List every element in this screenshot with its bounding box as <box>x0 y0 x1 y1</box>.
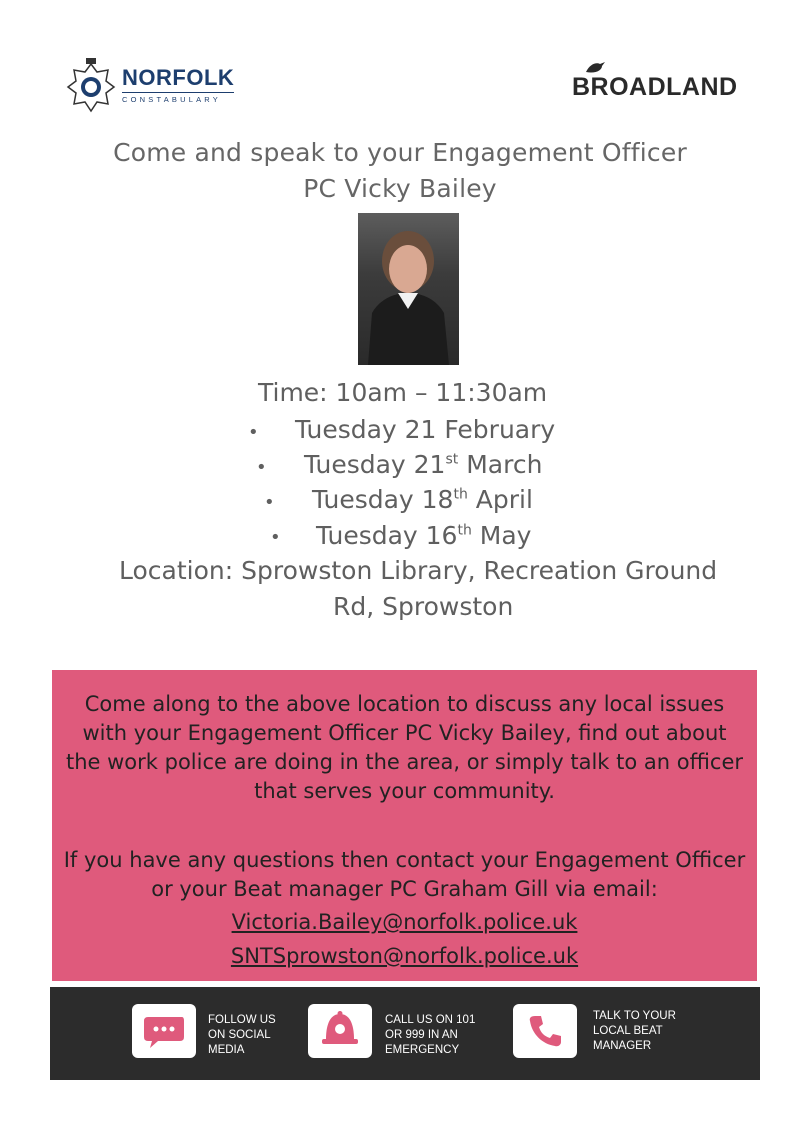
bullet-1: • <box>248 422 259 443</box>
time-text: Time: 10am – 11:30am <box>258 378 548 407</box>
footer-text-social: FOLLOW US ON SOCIAL MEDIA <box>208 1014 276 1056</box>
footer-text-talk: TALK TO YOUR LOCAL BEAT MANAGER <box>593 1010 676 1052</box>
phone-icon[interactable] <box>513 1004 577 1058</box>
info-paragraph-1: Come along to the above location to discuss any local issues with your Engagement Officer PC Vicky Bailey, find out about the work police are doing in the area, or simply talk to an officer that serves your community. <box>65 692 743 803</box>
contact-footer <box>50 987 760 1080</box>
chat-bubble-icon[interactable] <box>132 1004 196 1058</box>
date-4: Tuesday 16th May <box>316 521 532 550</box>
police-helmet-icon[interactable] <box>308 1004 372 1058</box>
headline-line-2: PC Vicky Bailey <box>303 174 497 203</box>
police-badge-icon <box>64 56 118 114</box>
bullet-4: • <box>270 527 281 548</box>
officer-photo <box>358 213 459 365</box>
bullet-2: • <box>256 457 267 478</box>
norfolk-name: NORFOLK <box>122 64 235 90</box>
email-link-snt-sprowston[interactable]: SNTSprowston@norfolk.police.uk <box>230 944 579 968</box>
broadland-name: BROADLAND <box>572 73 738 101</box>
footer-text-call: CALL US ON 101 OR 999 IN AN EMERGENCY <box>385 1014 476 1056</box>
headline-line-1: Come and speak to your Engagement Officer <box>113 138 687 167</box>
email-link-victoria[interactable]: Victoria.Bailey@norfolk.police.uk <box>231 910 578 934</box>
info-paragraph-2: If you have any questions then contact your Engagement Officer or your Beat manager PC Graham Gill via email: <box>63 848 746 901</box>
norfolk-constabulary-logo <box>64 56 234 114</box>
date-1: Tuesday 21 February <box>295 415 556 444</box>
norfolk-subtitle: CONSTABULARY <box>122 92 234 104</box>
info-box <box>52 670 757 981</box>
location-line-2: Rd, Sprowston <box>333 592 514 621</box>
broadland-logo <box>572 58 742 102</box>
date-3: Tuesday 18th April <box>312 485 533 514</box>
bullet-3: • <box>264 492 275 513</box>
location-line-1: Location: Sprowston Library, Recreation Ground <box>119 556 718 585</box>
date-2: Tuesday 21st March <box>304 450 543 479</box>
